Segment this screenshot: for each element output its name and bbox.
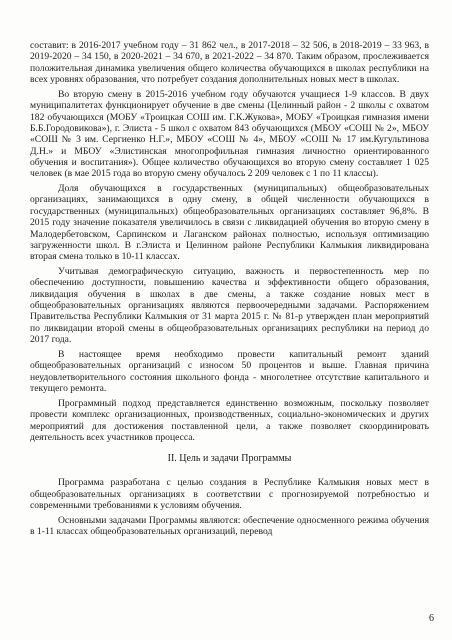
paragraph-2: Во вторую смену в 2015-2016 учебном году обучаются учащиеся 1-9 классов. В двух муниципалитетах функционирует обучение в две смены (Целинный район - 2 школы с охватом 182 обучающихся (МОБУ «Троицкая СОШ им. Г.К.Жукова», МОБУ «Троицкая гимназия имени Б.Б.Городовикова»), г. Элиста - 5 школ с охватом 843 обучающихся (МБОУ «СОШ № 2», МБОУ «СОШ № 3 им. Сергиенко Н.Г.», МБОУ «СОШ № 4», МБОУ «СОШ № 17 им.Кугультинова Д.Н.» и МБОУ «Элистинская многопрофильная гимназия личностно ориентированного обучения и воспитания»). Общее количество обучающихся во вторую смену составляет 1 025 человек (в мае 2015 года во вторую смену обучалось 2 209 человек с 1 по 11 классы).: [30, 88, 429, 180]
section-heading: II. Цель и задачи Программы: [167, 453, 292, 465]
paragraph-1: составит: в 2016-2017 учебном году – 31 862 чел., в 2017-2018 – 32 506, в 2018-2019 – 33 963, в 2019-2020 – 34 150, в 2020-2021 – 34 670, в 2021-2022 – 34 870. Таким образом, прослеживается положительная динамика увеличения общего количества обучающихся в школах республики на всех уровнях образования, что потребует создания дополнительных новых мест в школах.: [30, 40, 429, 86]
paragraph-4: Учитывая демографическую ситуацию, важность и первостепенность мер по обеспечению доступности, повышению качества и эффективности общего образования, ликвидация обучения в школах в две смены, а также создание новых мест в общеобразовательных организациях являются первоочередными задачами. Распоряжением Правительства Республики Калмыкия от 31 марта 2015 г. № 81-р утвержден план мероприятий по ликвидации второй смены в общеобразовательных организациях республики на период до 2017 года.: [30, 266, 429, 346]
paragraph-5: В настоящее время необходимо провести капитальный ремонт зданий общеобразовательных организаций с износом 50 процентов и выше. Главная причина неудовлетворительного состояния школьного фонда - многолетнее отсутствие капитального и текущего ремонта.: [30, 348, 429, 394]
page-content: [30, 40, 429, 541]
paragraph-7: Программа разработана с целью создания в Республике Калмыкия новых мест в общеобразовательных организациях в соответствии с прогнозируемой потребностью и современными требованиями к условиям обучения.: [30, 477, 429, 511]
paragraph-6: Программный подход представляется единственно возможным, поскольку позволяет провести комплекс организационных, производственных, социально-экономических и других мероприятий для достижения поставленной цели, а также позволяет скоординировать деятельность всех участников процесса.: [30, 397, 429, 443]
page-number: 6: [429, 613, 434, 624]
paragraph-8: Основными задачами Программы являются: обеспечение односменного режима обучения в 1-11 классах общеобразовательных организаций, перевод: [30, 514, 429, 538]
paragraph-3: Доля обучающихся в государственных (муниципальных) общеобразовательных организациях, занимающихся в одну смену, в общей численности обучающихся в государственных (муниципальных) общеобразовательных организациях составляет 96,8%. В 2015 году значение показателя увеличилось в связи с ликвидацией обучения во вторую смену в Малодербетовском, Сарпинском и Лаганском районах полностью, используя оптимизацию загруженности школ. В г.Элиста и Целинном районе Республики Калмыкия ликвидирована вторая смена только в 10-11 классах.: [30, 183, 429, 263]
